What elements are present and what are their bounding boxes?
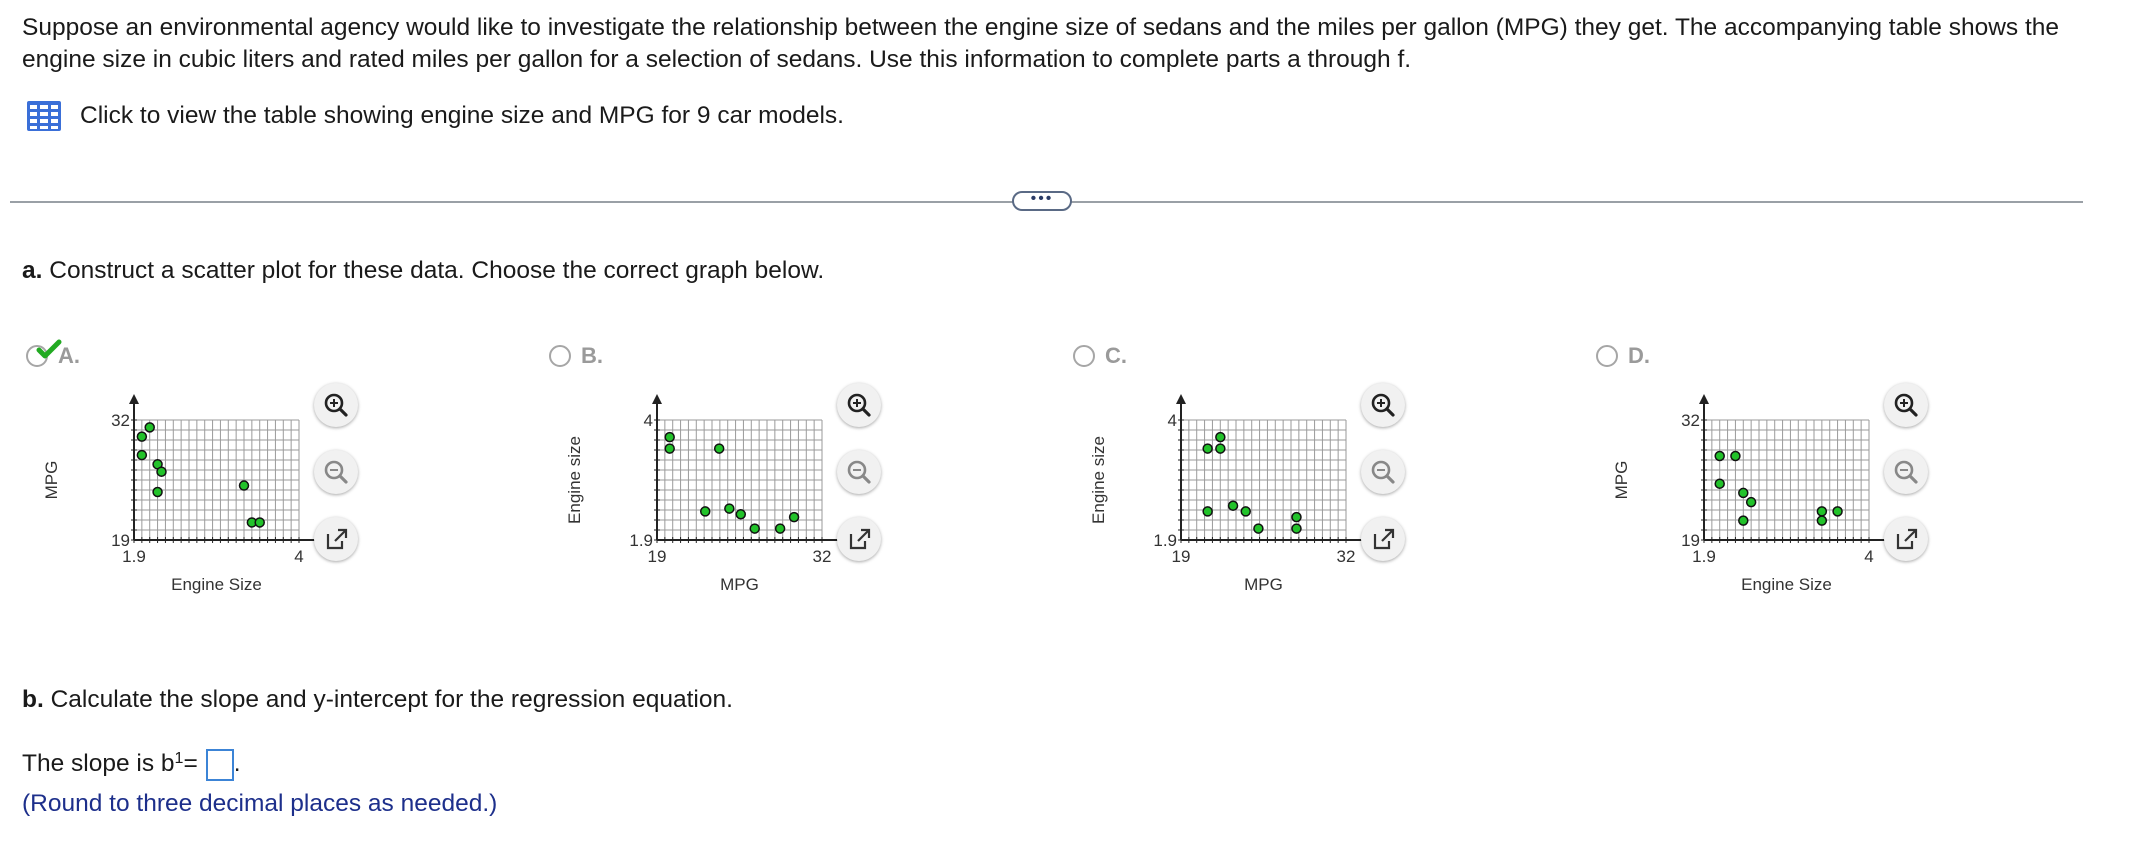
option-a-label: A. bbox=[58, 343, 80, 368]
data-point bbox=[1203, 507, 1212, 516]
y-min-tick-label: 1.9 bbox=[629, 531, 653, 550]
expand-button[interactable]: ••• bbox=[1012, 191, 1072, 211]
data-point bbox=[240, 481, 249, 490]
x-max-tick-label: 4 bbox=[1864, 547, 1874, 566]
zoom-in-icon bbox=[1361, 383, 1405, 427]
option-a-open-new-window-button[interactable] bbox=[314, 517, 358, 561]
data-point bbox=[736, 510, 745, 519]
open-new-window-icon bbox=[1884, 517, 1928, 561]
option-c-scatter-plot bbox=[1073, 380, 1356, 620]
x-max-tick-label: 32 bbox=[1336, 547, 1356, 566]
data-point bbox=[1292, 513, 1301, 522]
data-point bbox=[1292, 524, 1301, 533]
plot-grid bbox=[1704, 420, 1869, 540]
data-point bbox=[145, 423, 154, 432]
data-point bbox=[1229, 501, 1238, 510]
data-point bbox=[776, 524, 785, 533]
option-a-zoom-in-button[interactable] bbox=[314, 383, 358, 427]
option-d-scatter-plot bbox=[1596, 380, 1876, 620]
x-min-tick-label: 19 bbox=[647, 547, 667, 566]
option-b-zoom-in-button[interactable] bbox=[837, 383, 881, 427]
zoom-in-icon bbox=[1884, 383, 1928, 427]
y-axis-arrow bbox=[129, 394, 139, 404]
part-a-prefix: a. bbox=[22, 257, 43, 284]
y-max-tick-label: 4 bbox=[1167, 411, 1177, 430]
option-a-zoom-out-button[interactable] bbox=[314, 450, 358, 494]
open-new-window-icon bbox=[837, 517, 881, 561]
slope-text: The slope is b bbox=[22, 750, 175, 777]
option-d-zoom-out-button[interactable] bbox=[1884, 450, 1928, 494]
open-new-window-icon bbox=[314, 517, 358, 561]
zoom-out-icon bbox=[1361, 450, 1405, 494]
option-d-open-new-window-button[interactable] bbox=[1884, 517, 1928, 561]
option-d-radio-row[interactable] bbox=[1596, 343, 1650, 369]
option-b-zoom-out-button[interactable] bbox=[837, 450, 881, 494]
data-point bbox=[1833, 507, 1842, 516]
data-point bbox=[1203, 444, 1212, 453]
slope-equals: = bbox=[183, 750, 198, 777]
view-table-link[interactable] bbox=[26, 100, 844, 132]
x-min-tick-label: 1.9 bbox=[1692, 547, 1716, 566]
option-c-radio[interactable] bbox=[1073, 345, 1095, 367]
data-point bbox=[153, 488, 162, 497]
option-a-radio-row[interactable] bbox=[26, 343, 80, 369]
data-point bbox=[255, 518, 264, 527]
question-part-b bbox=[22, 686, 733, 714]
x-axis-label: Engine Size bbox=[1741, 575, 1832, 594]
data-point bbox=[1747, 498, 1756, 507]
slope-prompt bbox=[22, 750, 241, 781]
option-c-radio-row[interactable] bbox=[1073, 343, 1127, 369]
data-point bbox=[1817, 507, 1826, 516]
option-b bbox=[549, 338, 1109, 638]
data-point bbox=[725, 504, 734, 513]
option-b-radio-row[interactable] bbox=[549, 343, 603, 369]
zoom-out-icon bbox=[1884, 450, 1928, 494]
zoom-in-icon bbox=[314, 383, 358, 427]
y-axis-label: MPG bbox=[42, 460, 61, 500]
x-axis-label: MPG bbox=[1244, 575, 1283, 594]
y-min-tick-label: 19 bbox=[111, 531, 130, 550]
option-d-label: D. bbox=[1628, 343, 1650, 368]
part-b-text: Calculate the slope and y-intercept for the regression equation. bbox=[43, 686, 733, 713]
y-axis-label: Engine size bbox=[1089, 436, 1108, 524]
slope-answer-input[interactable] bbox=[206, 749, 234, 781]
data-point bbox=[1731, 452, 1740, 461]
data-point bbox=[750, 524, 759, 533]
option-d-radio[interactable] bbox=[1596, 345, 1618, 367]
y-min-tick-label: 19 bbox=[1681, 531, 1700, 550]
part-b-prefix: b. bbox=[22, 686, 44, 713]
data-point bbox=[1817, 516, 1826, 525]
checkmark-icon bbox=[36, 339, 62, 361]
option-a bbox=[26, 338, 586, 638]
data-point bbox=[157, 467, 166, 476]
part-a-text: Construct a scatter plot for these data. Choose the correct graph below. bbox=[42, 257, 825, 284]
y-max-tick-label: 32 bbox=[111, 411, 130, 430]
option-a-radio[interactable] bbox=[26, 345, 48, 367]
rounding-hint: (Round to three decimal places as needed.) bbox=[22, 790, 498, 817]
option-b-radio[interactable] bbox=[549, 345, 571, 367]
y-min-tick-label: 1.9 bbox=[1153, 531, 1177, 550]
data-point bbox=[1216, 444, 1225, 453]
slope-period: . bbox=[233, 750, 241, 777]
open-new-window-icon bbox=[1361, 517, 1405, 561]
x-min-tick-label: 1.9 bbox=[122, 547, 146, 566]
plot-grid bbox=[1181, 420, 1346, 540]
data-point bbox=[715, 444, 724, 453]
data-point bbox=[1739, 516, 1748, 525]
option-b-scatter-plot bbox=[549, 380, 832, 620]
y-max-tick-label: 32 bbox=[1681, 411, 1700, 430]
plot-grid bbox=[134, 420, 299, 540]
data-point bbox=[1715, 452, 1724, 461]
x-axis-label: Engine Size bbox=[171, 575, 262, 594]
data-point bbox=[137, 432, 146, 441]
data-point bbox=[665, 444, 674, 453]
option-c-zoom-in-button[interactable] bbox=[1361, 383, 1405, 427]
slope-subscript: 1 bbox=[174, 750, 184, 767]
option-c-open-new-window-button[interactable] bbox=[1361, 517, 1405, 561]
data-point bbox=[790, 513, 799, 522]
option-d-zoom-in-button[interactable] bbox=[1884, 383, 1928, 427]
option-b-open-new-window-button[interactable] bbox=[837, 517, 881, 561]
plot-grid bbox=[657, 420, 822, 540]
data-point bbox=[137, 451, 146, 460]
data-point bbox=[1254, 524, 1263, 533]
y-axis-label: MPG bbox=[1612, 460, 1631, 500]
data-point bbox=[1715, 479, 1724, 488]
y-axis-label: Engine size bbox=[565, 436, 584, 524]
zoom-in-icon bbox=[837, 383, 881, 427]
option-c-zoom-out-button[interactable] bbox=[1361, 450, 1405, 494]
x-max-tick-label: 32 bbox=[812, 547, 832, 566]
view-table-label: Click to view the table showing engine size and MPG for 9 car models. bbox=[80, 102, 844, 129]
y-axis-arrow bbox=[1699, 394, 1709, 404]
option-a-scatter-plot bbox=[26, 380, 306, 620]
x-max-tick-label: 4 bbox=[294, 547, 304, 566]
zoom-out-icon bbox=[314, 450, 358, 494]
y-axis-arrow bbox=[652, 394, 662, 404]
data-point bbox=[1739, 488, 1748, 497]
x-min-tick-label: 19 bbox=[1171, 547, 1191, 566]
x-axis-label: MPG bbox=[720, 575, 759, 594]
data-point bbox=[701, 507, 710, 516]
option-c bbox=[1073, 338, 1633, 638]
option-b-label: B. bbox=[581, 343, 603, 368]
y-max-tick-label: 4 bbox=[643, 411, 653, 430]
data-point bbox=[1216, 433, 1225, 442]
zoom-out-icon bbox=[837, 450, 881, 494]
problem-intro: Suppose an environmental agency would like to investigate the relationship between the engine size of sedans and the miles per gallon (MPG) they get. The accompanying table shows the engine size in cubic liters and rated miles per gallon for a selection of sedans. Use this information to complete parts a through f. bbox=[22, 14, 2060, 73]
data-point bbox=[665, 433, 674, 442]
question-part-a bbox=[22, 257, 824, 285]
data-point bbox=[1241, 507, 1250, 516]
option-d bbox=[1596, 338, 2156, 638]
table-icon bbox=[26, 100, 62, 132]
option-c-label: C. bbox=[1105, 343, 1127, 368]
y-axis-arrow bbox=[1176, 394, 1186, 404]
